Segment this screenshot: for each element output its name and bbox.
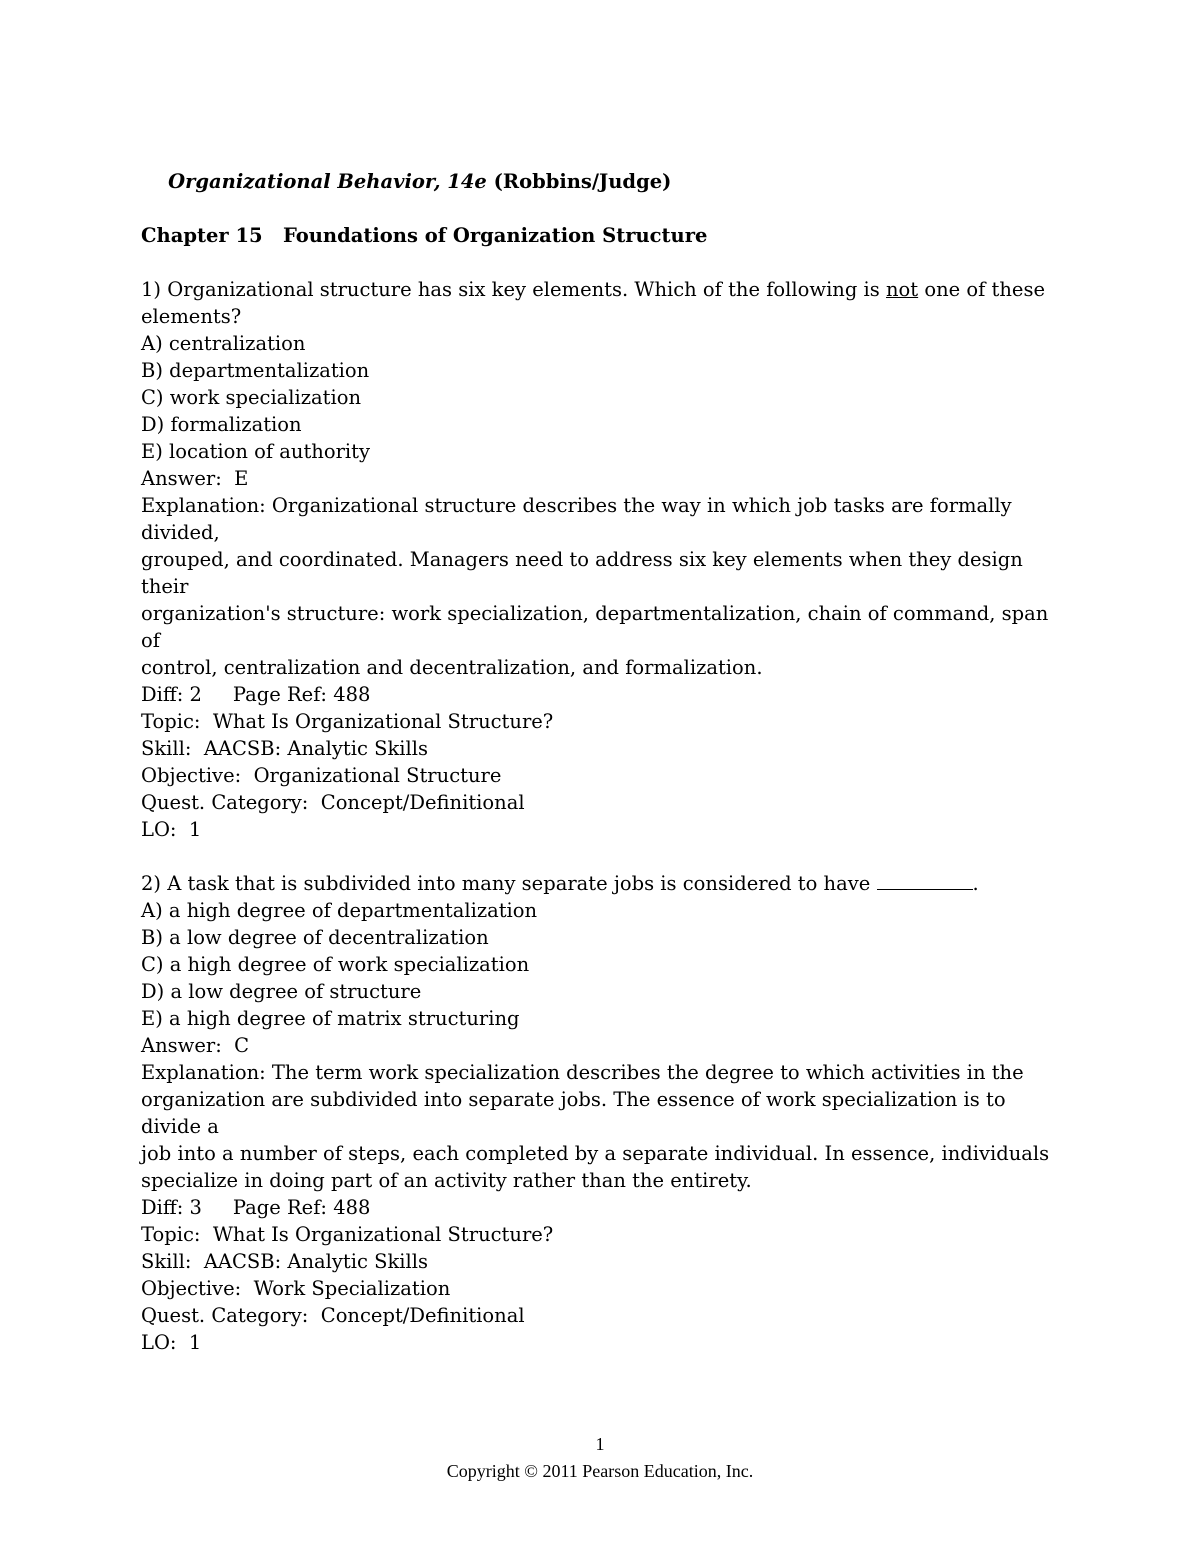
question-1	[141, 276, 1061, 843]
page-number: 1	[595, 1434, 605, 1454]
option-d: D) formalization	[141, 413, 302, 436]
option-a: A) centralization	[141, 332, 306, 355]
question-category: Quest. Category: Concept/Definitional	[141, 1304, 525, 1327]
objective: Objective: Organizational Structure	[141, 764, 502, 787]
explanation-line: Explanation: The term work specialization describes the degree to which activities in the	[141, 1061, 1024, 1084]
question-2	[141, 870, 1061, 1356]
question-stem: 2) A task that is subdivided into many separate jobs is considered to have .	[141, 872, 979, 895]
option-e: E) location of authority	[141, 440, 371, 463]
explanation-line: organization are subdivided into separate jobs. The essence of work specialization is to divide a	[141, 1088, 1012, 1138]
book-title: Organizational Behavior, 14e	[168, 170, 487, 193]
explanation-line: specialize in doing part of an activity rather than the entirety.	[141, 1169, 752, 1192]
learning-objective: LO: 1	[141, 818, 202, 841]
copyright-notice: Copyright © 2011 Pearson Education, Inc.	[446, 1461, 754, 1481]
answer-blank	[877, 871, 973, 890]
book-heading	[141, 141, 1061, 222]
option-b: B) departmentalization	[141, 359, 370, 382]
answer: Answer: E	[141, 467, 249, 490]
chapter-heading: Chapter 15 Foundations of Organization Structure	[141, 224, 708, 247]
question-stem: 1) Organizational structure has six key elements. Which of the following is not one of these	[141, 278, 1046, 301]
difficulty-pageref: Diff: 2 Page Ref: 488	[141, 683, 371, 706]
document-page	[141, 141, 1061, 1356]
option-c: C) work specialization	[141, 386, 362, 409]
stem-emphasis: not	[886, 278, 919, 301]
explanation-line: organization's structure: work specialization, departmentalization, chain of command, span of	[141, 602, 1055, 652]
option-d: D) a low degree of structure	[141, 980, 422, 1003]
topic: Topic: What Is Organizational Structure?	[141, 1223, 554, 1246]
option-c: C) a high degree of work specialization	[141, 953, 530, 976]
learning-objective: LO: 1	[141, 1331, 202, 1354]
difficulty-pageref: Diff: 3 Page Ref: 488	[141, 1196, 371, 1219]
explanation-line: job into a number of steps, each completed by a separate individual. In essence, individuals	[141, 1142, 1050, 1165]
question-category: Quest. Category: Concept/Definitional	[141, 791, 525, 814]
skill: Skill: AACSB: Analytic Skills	[141, 1250, 428, 1273]
book-authors: (Robbins/Judge)	[486, 170, 672, 193]
option-a: A) a high degree of departmentalization	[141, 899, 538, 922]
topic: Topic: What Is Organizational Structure?	[141, 710, 554, 733]
explanation-line: grouped, and coordinated. Managers need to address six key elements when they design their	[141, 548, 1030, 598]
answer: Answer: C	[141, 1034, 250, 1057]
skill: Skill: AACSB: Analytic Skills	[141, 737, 428, 760]
option-b: B) a low degree of decentralization	[141, 926, 489, 949]
objective: Objective: Work Specialization	[141, 1277, 451, 1300]
explanation-line: Explanation: Organizational structure describes the way in which job tasks are formally divided,	[141, 494, 1018, 544]
option-e: E) a high degree of matrix structuring	[141, 1007, 520, 1030]
question-stem-continuation: elements?	[141, 305, 242, 328]
explanation-line: control, centralization and decentralization, and formalization.	[141, 656, 763, 679]
